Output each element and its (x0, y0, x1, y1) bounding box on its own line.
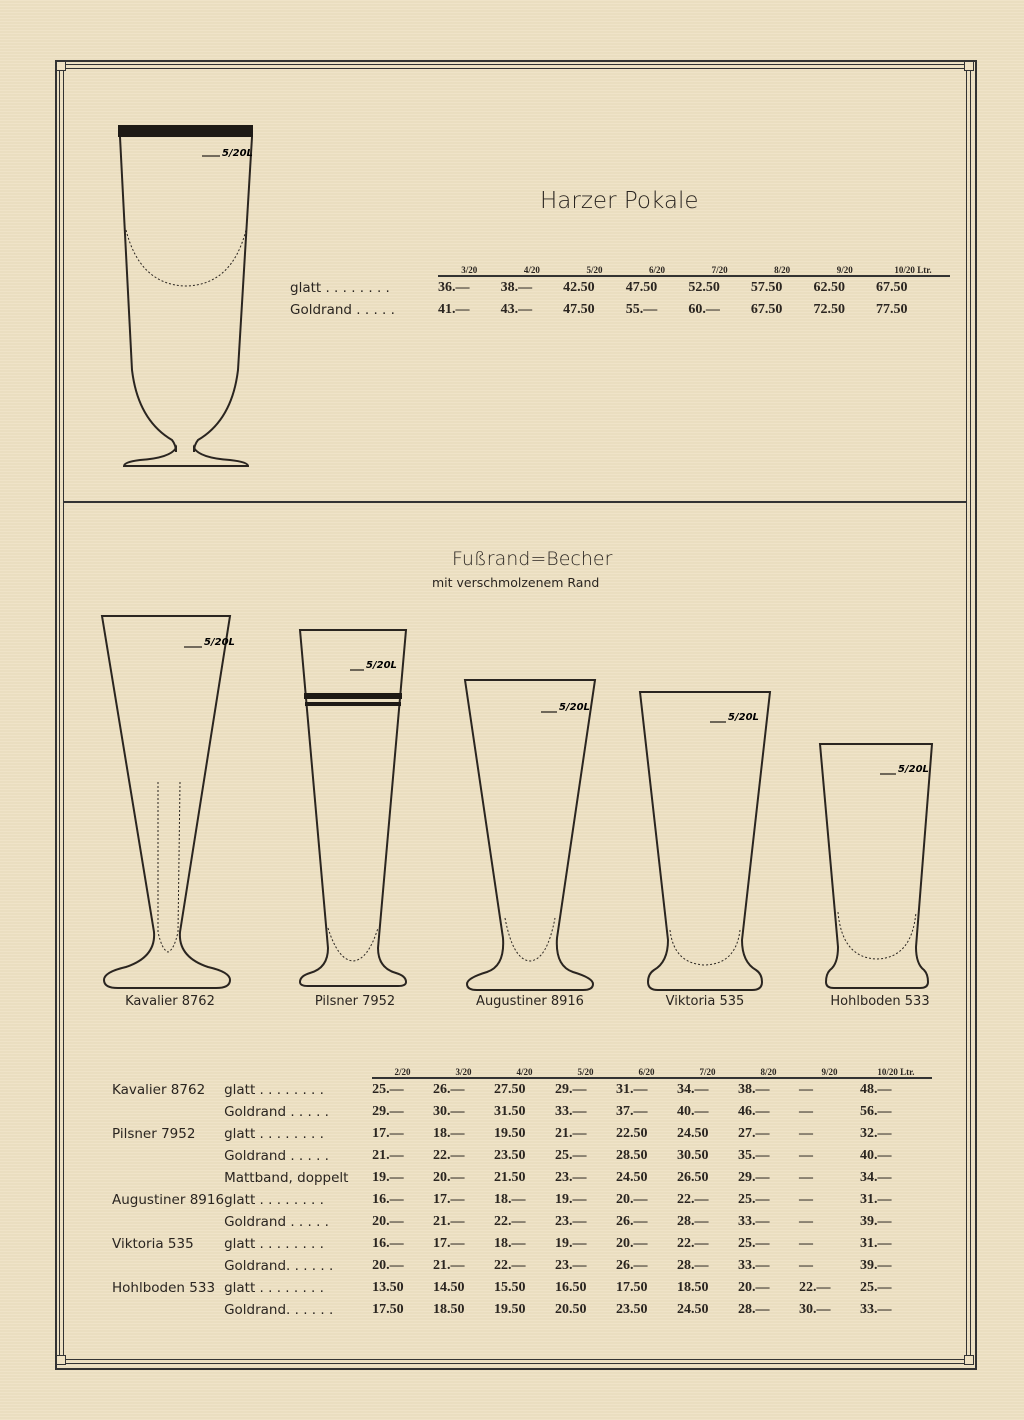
price-cell: 33.— (555, 1104, 587, 1119)
product-name (112, 1255, 224, 1277)
price-cell: 27.50 (494, 1082, 526, 1097)
price-cell: 15.50 (494, 1280, 526, 1295)
price-cell: 67.50 (876, 280, 908, 295)
table-row (112, 1277, 932, 1299)
price-cell: 46.— (737, 1104, 770, 1119)
col-header: 10/20 Ltr. (876, 254, 950, 276)
price-cell: 47.50 (563, 302, 595, 317)
price-cell: 22.— (494, 1258, 526, 1273)
product-name (112, 1167, 224, 1189)
price-cell: 19.— (555, 1236, 587, 1251)
section-divider (63, 501, 967, 503)
product-name: Kavalier 8762 (112, 1081, 206, 1098)
price-cell: 28.— (676, 1258, 709, 1273)
price-cell: 18.50 (433, 1302, 465, 1317)
row-label: Mattband, doppelt (224, 1170, 349, 1186)
table-row (290, 299, 950, 321)
price-cell: 36.— (438, 280, 470, 295)
price-cell: 22.— (798, 1280, 831, 1295)
price-cell: 33.— (737, 1214, 770, 1229)
goblet-illustration (110, 120, 270, 470)
col-header: 5/20 (555, 1056, 616, 1078)
price-cell: 34.— (859, 1170, 892, 1185)
price-cell: 18.50 (676, 1280, 709, 1295)
price-cell: 23.50 (616, 1302, 648, 1317)
price-cell: 19.— (372, 1170, 404, 1185)
price-cell: — (798, 1236, 813, 1251)
price-cell: 29.— (555, 1082, 587, 1097)
price-cell: 55.— (625, 302, 658, 317)
col-header: 8/20 (738, 1056, 799, 1078)
price-cell: 17.50 (372, 1302, 404, 1317)
price-cell: 22.— (676, 1236, 709, 1251)
price-cell: 25.— (737, 1236, 770, 1251)
glass-caption: Kavalier 8762 (125, 994, 215, 1009)
col-header: 3/20 (433, 1056, 494, 1078)
price-cell: 57.50 (750, 280, 783, 295)
col-header: 5/20 (563, 254, 626, 276)
price-cell: 17.— (433, 1236, 465, 1251)
becher-price-table (112, 1056, 932, 1321)
row-label: Goldrand. . . . . . (224, 1258, 334, 1274)
price-cell: 20.— (433, 1170, 465, 1185)
price-cell: — (798, 1082, 813, 1097)
table-row (112, 1299, 932, 1321)
section-title: Harzer Pokale (540, 188, 699, 214)
price-cell: 30.50 (676, 1148, 709, 1163)
row-label: Goldrand. . . . . . (224, 1302, 334, 1318)
product-name: Hohlboden 533 (112, 1280, 216, 1296)
price-cell: 23.— (555, 1170, 587, 1185)
price-cell: 41.— (438, 302, 470, 317)
price-cell: 56.— (859, 1104, 892, 1119)
corner-ornament (964, 1355, 974, 1365)
price-cell: 31.— (616, 1082, 648, 1097)
price-cell: 21.— (433, 1258, 465, 1273)
col-header: 9/20 (813, 254, 876, 276)
col-header: 6/20 (626, 254, 689, 276)
table-row (112, 1233, 932, 1255)
price-cell: 20.— (616, 1236, 648, 1251)
price-cell: 28.— (737, 1302, 770, 1317)
price-cell: 25.— (737, 1192, 770, 1207)
price-cell: 47.50 (625, 280, 658, 295)
col-header: 8/20 (751, 254, 814, 276)
price-cell: 24.50 (616, 1170, 648, 1185)
price-cell: 16.— (372, 1192, 404, 1207)
row-label: glatt . . . . . . . . (224, 1280, 324, 1296)
price-cell: — (798, 1170, 813, 1185)
price-cell: 16.— (372, 1236, 404, 1251)
col-header: 7/20 (688, 254, 751, 276)
unit-label: Ltr. (900, 1067, 915, 1077)
corner-ornament (56, 1355, 66, 1365)
row-label: Goldrand . . . . . (224, 1104, 329, 1120)
row-label: Goldrand . . . . . (224, 1148, 329, 1164)
price-cell: — (798, 1258, 813, 1273)
price-cell: 22.— (433, 1148, 465, 1163)
price-cell: 52.50 (688, 280, 720, 295)
section-subtitle: mit verschmolzenem Rand (432, 575, 600, 590)
price-cell: 14.50 (433, 1280, 465, 1295)
price-cell: 77.50 (876, 302, 908, 317)
glass-caption: Viktoria 535 (665, 994, 745, 1009)
price-cell: 67.50 (750, 302, 783, 317)
volume-mark: 5/20L (222, 148, 253, 159)
table-row (112, 1123, 932, 1145)
price-cell: 39.— (859, 1214, 892, 1229)
price-cell: 25.— (555, 1148, 587, 1163)
price-cell: 48.— (859, 1082, 892, 1097)
price-cell: 26.50 (676, 1170, 709, 1185)
corner-ornament (964, 61, 974, 71)
col-header: 2/20 (372, 1056, 433, 1078)
price-cell: 40.— (676, 1104, 709, 1119)
price-cell: — (798, 1126, 813, 1141)
corner-ornament (56, 61, 66, 71)
price-cell: 25.— (859, 1280, 892, 1295)
price-cell: 33.— (859, 1302, 892, 1317)
table-row (112, 1145, 932, 1167)
price-cell: 17.— (433, 1192, 465, 1207)
price-cell: 23.— (555, 1258, 587, 1273)
glass-caption: Augustiner 8916 (476, 994, 584, 1009)
price-cell: 23.— (555, 1214, 587, 1229)
price-cell: 30.— (798, 1302, 831, 1317)
table-row (112, 1189, 932, 1211)
price-cell: 17.— (372, 1126, 404, 1141)
price-cell: 60.— (688, 302, 720, 317)
volume-mark: 5/20L (366, 660, 397, 671)
pilsner-glass-illustration (298, 628, 408, 988)
price-cell: 16.50 (555, 1280, 587, 1295)
price-cell: 30.— (433, 1104, 465, 1119)
price-cell: 13.50 (372, 1280, 404, 1295)
price-cell: 18.— (494, 1236, 526, 1251)
price-cell: 26.— (616, 1214, 648, 1229)
glass-caption: Pilsner 7952 (314, 994, 396, 1009)
price-cell: 40.— (859, 1148, 892, 1163)
price-cell: 39.— (859, 1258, 892, 1273)
price-cell: 26.— (616, 1258, 648, 1273)
product-name: Pilsner 7952 (112, 1126, 196, 1142)
price-cell: 72.50 (813, 302, 845, 317)
product-name: Viktoria 535 (112, 1236, 194, 1252)
price-cell: — (798, 1192, 813, 1207)
price-cell: 38.— (737, 1082, 770, 1097)
price-cell: 24.50 (676, 1126, 709, 1141)
price-cell: 33.— (737, 1258, 770, 1273)
hohlboden-glass-illustration (818, 742, 938, 992)
price-cell: 62.50 (813, 280, 845, 295)
price-cell: 19.50 (494, 1302, 526, 1317)
price-cell: 25.— (372, 1082, 404, 1097)
price-cell: — (798, 1148, 813, 1163)
col-header: 4/20 (501, 254, 564, 276)
price-cell: 29.— (737, 1170, 770, 1185)
price-cell: 20.— (372, 1214, 404, 1229)
glass-caption: Hohlboden 533 (830, 994, 930, 1009)
price-cell: 26.— (433, 1082, 465, 1097)
price-cell: 21.— (433, 1214, 465, 1229)
volume-mark: 5/20L (898, 764, 929, 775)
product-name (112, 1101, 224, 1123)
price-cell: 19.— (555, 1192, 587, 1207)
price-cell: 20.50 (555, 1302, 587, 1317)
price-cell: 17.50 (616, 1280, 648, 1295)
price-cell: 22.— (676, 1192, 709, 1207)
product-name (112, 1145, 224, 1167)
col-header: 7/20 (677, 1056, 738, 1078)
row-label: glatt . . . . . . . . (290, 279, 390, 296)
table-row (112, 1167, 932, 1189)
table-row (112, 1211, 932, 1233)
viktoria-glass-illustration (638, 690, 773, 995)
price-cell: 31.50 (494, 1104, 526, 1119)
row-label: Goldrand . . . . . (224, 1214, 329, 1230)
row-label: glatt . . . . . . . . (224, 1236, 324, 1252)
price-cell: 34.— (676, 1082, 709, 1097)
price-cell: 18.— (433, 1126, 465, 1141)
harzer-price-table (290, 254, 950, 321)
price-cell: 27.— (737, 1126, 770, 1141)
kavalier-glass-illustration (98, 612, 243, 992)
price-cell: 31.— (859, 1236, 892, 1251)
price-cell: 21.— (555, 1126, 587, 1141)
col-header: 6/20 (616, 1056, 677, 1078)
price-cell: 20.— (737, 1280, 770, 1295)
price-cell: 43.— (500, 302, 533, 317)
unit-label: Ltr. (917, 265, 932, 275)
price-cell: 20.— (616, 1192, 648, 1207)
table-row (112, 1078, 932, 1101)
price-cell: 32.— (859, 1126, 892, 1141)
row-label: glatt . . . . . . . . (224, 1126, 324, 1142)
col-header: 9/20 (799, 1056, 860, 1078)
price-cell: 18.— (494, 1192, 526, 1207)
price-cell: 22.— (494, 1214, 526, 1229)
row-label: glatt . . . . . . . . (224, 1081, 324, 1098)
price-cell: — (798, 1104, 813, 1119)
row-label: glatt . . . . . . . . (224, 1192, 324, 1208)
table-row (290, 276, 950, 299)
price-cell: — (798, 1214, 813, 1229)
section-title: Fußrand=Becher (452, 548, 613, 570)
volume-mark: 5/20L (728, 712, 759, 723)
augustiner-glass-illustration (463, 678, 598, 993)
col-header: 10/20 Ltr. (860, 1056, 932, 1078)
price-cell: 31.— (859, 1192, 892, 1207)
table-row (112, 1255, 932, 1277)
volume-mark: 5/20L (204, 637, 235, 648)
price-cell: 20.— (372, 1258, 404, 1273)
price-cell: 28.50 (616, 1148, 648, 1163)
volume-mark: 5/20L (559, 702, 590, 713)
price-cell: 23.50 (494, 1148, 526, 1163)
price-cell: 22.50 (616, 1126, 648, 1141)
table-row (112, 1101, 932, 1123)
price-cell: 24.50 (676, 1302, 709, 1317)
price-cell: 19.50 (494, 1126, 526, 1141)
price-cell: 21.50 (494, 1170, 526, 1185)
col-header: 4/20 (494, 1056, 555, 1078)
price-cell: 21.— (372, 1148, 404, 1163)
price-cell: 29.— (372, 1104, 404, 1119)
price-cell: 42.50 (563, 280, 595, 295)
product-name (112, 1299, 224, 1321)
price-cell: 28.— (676, 1214, 709, 1229)
product-name (112, 1211, 224, 1233)
row-label: Goldrand . . . . . (290, 302, 395, 318)
col-header: 3/20 (438, 254, 501, 276)
price-cell: 37.— (616, 1104, 648, 1119)
price-cell: 38.— (500, 280, 533, 295)
price-cell: 35.— (737, 1148, 770, 1163)
product-name: Augustiner 8916 (112, 1192, 225, 1208)
